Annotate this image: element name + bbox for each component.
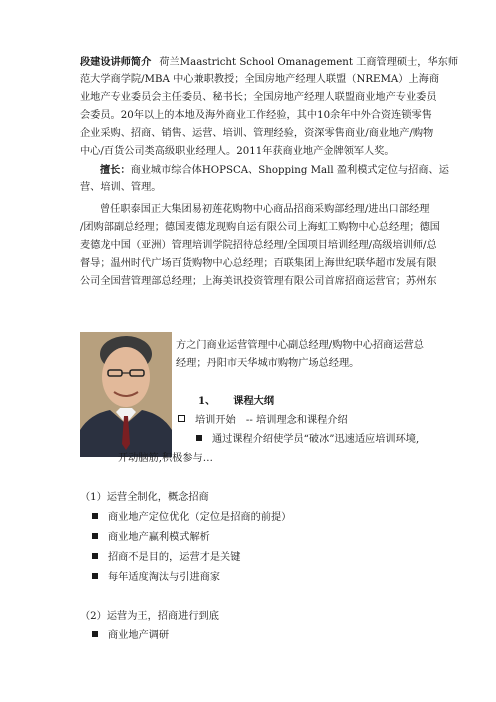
bio-line: 会委员。20年以上的本地及海外商业工作经验，其中10余年中外合资连锁零售: [80, 110, 432, 121]
outline-subitem-wrap: 开动脑筋,积极参与…: [118, 453, 213, 464]
lecturer-photo: [80, 332, 172, 457]
section1-title: （1）运营全制化，概念招商: [80, 492, 209, 503]
career-line: /团购部副总经理；德国麦德龙现购自运有限公司上海虹工购物中心总经理；德国: [80, 222, 440, 233]
outline-subitem: [196, 431, 419, 449]
square-bullet-icon: [196, 435, 202, 441]
career-line: 曾任职泰国正大集团易初莲花购物中心商品招商采购部经理/进出口部经理: [100, 204, 430, 215]
portrait-image-icon: [80, 332, 172, 457]
bio-line: 中心/百货公司类高级职业经理人。2011年获商业地产金牌领军人奖。: [80, 146, 395, 157]
outline-heading: [198, 392, 274, 410]
outline-subitem-text: 通过课程介绍使学员“破冰”迅速适应培训环境,: [212, 434, 420, 445]
bio-line: 企业采购、招商、销售、运营、培训、管理经验，资深零售商业/商业地产/购物: [80, 128, 434, 139]
list-item: 商业地产赢利模式解析: [92, 529, 210, 547]
strength-line: [100, 161, 449, 180]
strength-label: 擅长：: [100, 164, 131, 176]
bio-intro: 荷兰Maastricht School Omanagement 工商管理硕士，华东师: [159, 57, 459, 68]
outline-item-text: 培训开始 -- 培训理念和课程介绍: [195, 415, 348, 426]
career-line: 督导；温州时代广场百货购物中心总经理；百联集团上海世纪联华超市发展有限: [80, 258, 437, 269]
bio-line: 范大学商学院/MBA 中心兼职教授；全国房地产经理人联盟（NREMA）上海商: [80, 74, 440, 85]
career-line: 麦德龙中国（亚洲）管理培训学院招待总经理/全国项目培训经理/高级培训师/总: [80, 240, 437, 251]
career-wrap-line: 方之门商业运营管理中心副总经理/购物中心招商运营总: [176, 340, 424, 351]
square-bullet-icon: [92, 553, 98, 559]
list-item: 商业地产调研: [92, 627, 169, 645]
outline-number: 1、: [198, 395, 216, 407]
bio-heading: 段建设讲师简介: [80, 56, 152, 68]
career-line: 公司全国营管理部总经理；上海美讯投资管理有限公司首席招商运营官；苏州东: [80, 276, 437, 287]
bio-line: 业地产专业委员会主任委员、秘书长；全国房地产经理人联盟商业地产专业委员: [80, 92, 437, 103]
square-bullet-icon: [92, 631, 98, 637]
career-wrap-line: 经理；丹阳市天华城市购物广场总经理。: [176, 358, 360, 369]
square-bullet-icon: [92, 513, 98, 519]
section2-title: （2）运营为王，招商进行到底: [80, 611, 219, 622]
list-item: 招商不是目的，运营才是关键: [92, 549, 240, 567]
bio-first-line: [80, 53, 458, 72]
list-item: 每年适度淘汰与引进商家: [92, 569, 220, 587]
list-item: 商业地产定位优化（定位是招商的前提）: [92, 509, 291, 527]
strength-line-2: 营、培训、管理。: [80, 182, 162, 193]
outline-item: [178, 412, 348, 430]
strength-text: 商业城市综合体HOPSCA、Shopping Mall 盈利模式定位与招商、运: [130, 165, 449, 176]
outline-title: 课程大纲: [233, 395, 275, 407]
square-bullet-icon: [92, 573, 98, 579]
square-bullet-icon: [92, 533, 98, 539]
hollow-square-bullet-icon: [178, 415, 185, 422]
